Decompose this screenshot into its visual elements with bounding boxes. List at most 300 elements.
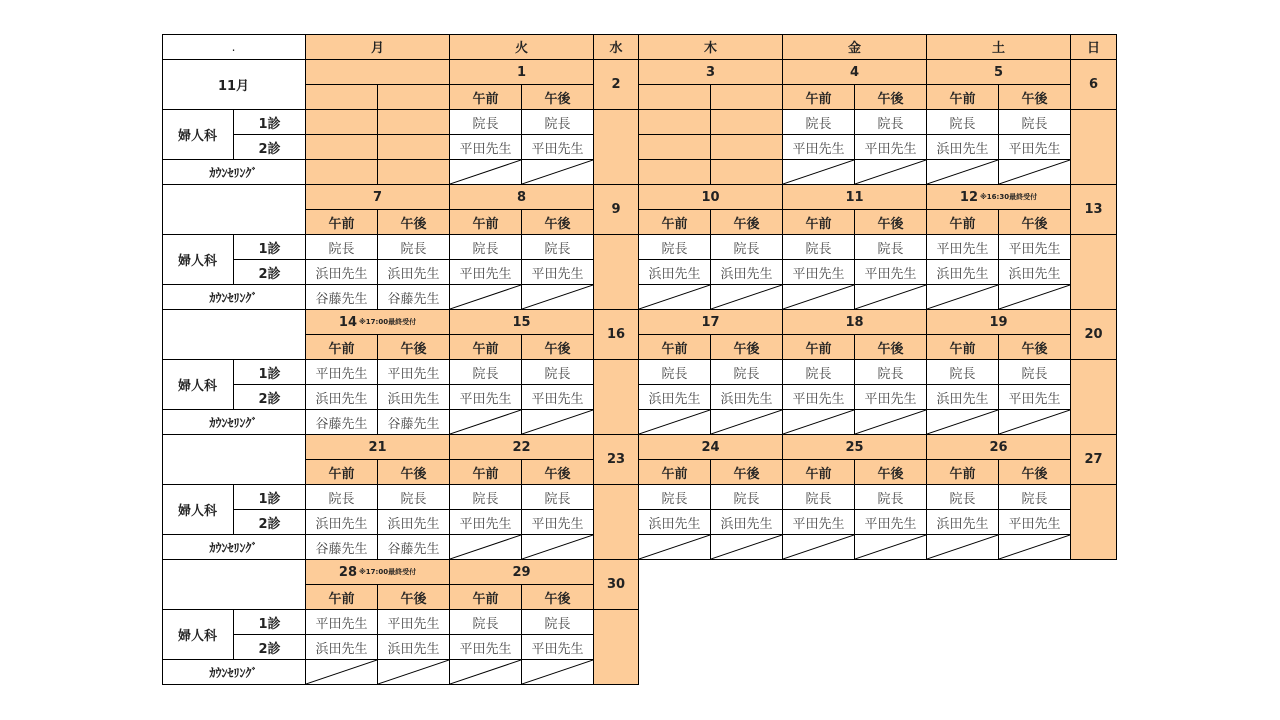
pm-header: 午後 — [855, 460, 927, 485]
day-header-tue: 火 — [450, 34, 594, 60]
counseling-am-cell: 谷藤先生 — [306, 535, 378, 560]
first-clinic-am-cell: 院長 — [450, 485, 522, 510]
wed-closed-cell — [594, 610, 639, 685]
counseling-am-cell — [927, 160, 999, 185]
date-number: 14 — [338, 314, 357, 330]
date-number: 3 — [705, 64, 716, 80]
second-clinic-pm-cell: 浜田先生 — [378, 635, 450, 660]
week-label-blank — [162, 560, 306, 610]
second-clinic-pm-cell: 浜田先生 — [711, 510, 783, 535]
date-cell-fri — [783, 60, 927, 85]
am-header: 午前 — [927, 210, 999, 235]
counseling-am-cell — [639, 535, 711, 560]
counseling-am-cell — [450, 660, 522, 685]
diagonal-slash-icon — [450, 160, 521, 184]
counseling-am-cell — [306, 160, 378, 185]
diagonal-slash-icon — [999, 285, 1070, 309]
first-clinic-am-cell: 院長 — [450, 360, 522, 385]
second-clinic-am-cell: 浜田先生 — [927, 510, 999, 535]
monthly-schedule-table — [162, 34, 1117, 685]
date-cell-sat — [927, 435, 1071, 460]
diagonal-slash-icon — [711, 410, 782, 434]
diagonal-slash-icon — [855, 410, 926, 434]
date-cell-sat — [927, 310, 1071, 335]
counseling-pm-cell — [522, 660, 594, 685]
counseling-am-cell: 谷藤先生 — [306, 410, 378, 435]
first-clinic-label: 1診 — [234, 360, 306, 385]
am-header: 午前 — [450, 335, 522, 360]
counseling-pm-cell — [711, 160, 783, 185]
second-clinic-pm-cell: 浜田先生 — [378, 260, 450, 285]
counseling-pm-cell: 谷藤先生 — [378, 410, 450, 435]
date-number: 29 — [512, 564, 531, 580]
first-clinic-am-cell: 院長 — [927, 110, 999, 135]
diagonal-slash-icon — [999, 160, 1070, 184]
first-clinic-am-cell: 院長 — [450, 235, 522, 260]
second-clinic-am-cell: 平田先生 — [450, 510, 522, 535]
wed-closed-cell — [594, 235, 639, 310]
wed-closed-cell — [594, 360, 639, 435]
second-clinic-pm-cell: 浜田先生 — [378, 385, 450, 410]
date-cell-fri — [783, 310, 927, 335]
date-number: 11 — [845, 189, 864, 205]
pm-header: 午後 — [999, 335, 1071, 360]
date-number: 8 — [516, 189, 527, 205]
pm-header: 午後 — [999, 85, 1071, 110]
first-clinic-pm-cell — [711, 110, 783, 135]
first-clinic-pm-cell: 院長 — [999, 485, 1071, 510]
first-clinic-am-cell: 院長 — [783, 360, 855, 385]
counseling-label: ｶｳﾝｾﾘﾝｸﾞ — [162, 535, 306, 560]
second-clinic-am-cell: 浜田先生 — [927, 135, 999, 160]
counseling-pm-cell — [522, 535, 594, 560]
sun-date-cell: 27 — [1071, 435, 1117, 485]
sun-closed-cell — [1071, 360, 1117, 435]
first-clinic-pm-cell: 院長 — [999, 360, 1071, 385]
counseling-pm-cell — [711, 410, 783, 435]
sun-date-cell: 20 — [1071, 310, 1117, 360]
first-clinic-pm-cell: 院長 — [999, 110, 1071, 135]
last-reception-note: ※16:30最終受付 — [980, 193, 1038, 201]
date-cell-fri — [783, 185, 927, 210]
last-reception-note: ※17:00最終受付 — [359, 568, 417, 576]
second-clinic-am-cell: 平田先生 — [450, 135, 522, 160]
date-cell-thu — [639, 185, 783, 210]
diagonal-slash-icon — [522, 660, 593, 684]
diagonal-slash-icon — [999, 535, 1070, 559]
second-clinic-pm-cell — [711, 135, 783, 160]
first-clinic-pm-cell: 院長 — [522, 485, 594, 510]
first-clinic-pm-cell: 院長 — [711, 485, 783, 510]
counseling-am-cell — [927, 535, 999, 560]
first-clinic-am-cell: 平田先生 — [927, 235, 999, 260]
wed-date-cell: 30 — [594, 560, 639, 610]
counseling-pm-cell — [999, 285, 1071, 310]
am-header: 午前 — [783, 210, 855, 235]
am-header: 午前 — [783, 85, 855, 110]
counseling-am-cell — [639, 160, 711, 185]
date-number: 10 — [701, 189, 720, 205]
am-header: 午前 — [450, 85, 522, 110]
am-header: 午前 — [783, 335, 855, 360]
pm-header: 午後 — [711, 210, 783, 235]
date-number: 15 — [512, 314, 531, 330]
diagonal-slash-icon — [639, 285, 710, 309]
first-clinic-label: 1診 — [234, 110, 306, 135]
first-clinic-pm-cell: 院長 — [522, 360, 594, 385]
second-clinic-am-cell: 浜田先生 — [639, 260, 711, 285]
diagonal-slash-icon — [927, 410, 998, 434]
second-clinic-pm-cell — [378, 135, 450, 160]
dept-label: 婦人科 — [162, 235, 234, 285]
day-header-fri: 金 — [783, 34, 927, 60]
diagonal-slash-icon — [522, 410, 593, 434]
second-clinic-am-cell: 平田先生 — [450, 260, 522, 285]
counseling-label: ｶｳﾝｾﾘﾝｸﾞ — [162, 660, 306, 685]
diagonal-slash-icon — [639, 535, 710, 559]
pm-header: 午後 — [711, 335, 783, 360]
am-header: 午前 — [450, 460, 522, 485]
first-clinic-pm-cell: 院長 — [522, 110, 594, 135]
pm-header: 午後 — [522, 585, 594, 610]
counseling-pm-cell — [855, 410, 927, 435]
diagonal-slash-icon — [450, 285, 521, 309]
counseling-pm-cell — [855, 535, 927, 560]
second-clinic-pm-cell: 平田先生 — [522, 135, 594, 160]
first-clinic-am-cell: 院長 — [306, 235, 378, 260]
wed-closed-cell — [594, 110, 639, 185]
date-number: 24 — [701, 439, 720, 455]
month-label: 11月 — [162, 60, 306, 110]
pm-header: 午後 — [855, 210, 927, 235]
date-cell-mon — [306, 435, 450, 460]
date-cell-tue — [450, 310, 594, 335]
date-cell-sat — [927, 60, 1071, 85]
first-clinic-am-cell: 院長 — [450, 610, 522, 635]
sun-closed-cell — [1071, 235, 1117, 310]
diagonal-slash-icon — [522, 535, 593, 559]
counseling-pm-cell — [711, 285, 783, 310]
first-clinic-label: 1診 — [234, 235, 306, 260]
second-clinic-am-cell: 平田先生 — [450, 385, 522, 410]
second-clinic-am-cell: 浜田先生 — [639, 510, 711, 535]
dept-label: 婦人科 — [162, 110, 234, 160]
second-clinic-label: 2診 — [234, 510, 306, 535]
diagonal-slash-icon — [450, 410, 521, 434]
diagonal-slash-icon — [855, 535, 926, 559]
diagonal-slash-icon — [783, 285, 854, 309]
counseling-pm-cell — [378, 160, 450, 185]
am-header: 午前 — [639, 460, 711, 485]
date-cell-thu — [639, 60, 783, 85]
date-cell-mon — [306, 60, 450, 85]
second-clinic-pm-cell: 平田先生 — [522, 260, 594, 285]
am-header: 午前 — [639, 210, 711, 235]
date-cell-tue — [450, 435, 594, 460]
date-cell-tue — [450, 60, 594, 85]
first-clinic-label: 1診 — [234, 485, 306, 510]
first-clinic-am-cell: 院長 — [783, 485, 855, 510]
first-clinic-am-cell: 院長 — [639, 235, 711, 260]
first-clinic-am-cell: 院長 — [927, 360, 999, 385]
am-header: 午前 — [450, 210, 522, 235]
day-header-sun: 日 — [1071, 34, 1117, 60]
ampm-blank — [639, 85, 711, 110]
day-header-thu: 木 — [639, 34, 783, 60]
date-cell-mon — [306, 560, 450, 585]
pm-header: 午後 — [378, 460, 450, 485]
am-header: 午前 — [306, 460, 378, 485]
counseling-am-cell — [450, 160, 522, 185]
date-number: 17 — [701, 314, 720, 330]
counseling-am-cell — [783, 160, 855, 185]
second-clinic-pm-cell: 平田先生 — [855, 260, 927, 285]
pm-header: 午後 — [522, 335, 594, 360]
am-header: 午前 — [306, 585, 378, 610]
dept-label: 婦人科 — [162, 360, 234, 410]
diagonal-slash-icon — [927, 535, 998, 559]
first-clinic-pm-cell: 院長 — [855, 110, 927, 135]
first-clinic-pm-cell: 院長 — [711, 235, 783, 260]
first-clinic-pm-cell: 平田先生 — [999, 235, 1071, 260]
counseling-am-cell — [450, 285, 522, 310]
date-number: 7 — [372, 189, 383, 205]
date-number: 28 — [338, 564, 357, 580]
sun-closed-cell — [1071, 485, 1117, 560]
counseling-pm-cell — [999, 160, 1071, 185]
second-clinic-am-cell: 浜田先生 — [639, 385, 711, 410]
pm-header: 午後 — [855, 85, 927, 110]
second-clinic-pm-cell: 平田先生 — [999, 510, 1071, 535]
date-number: 26 — [989, 439, 1008, 455]
pm-header: 午後 — [378, 335, 450, 360]
counseling-label: ｶｳﾝｾﾘﾝｸﾞ — [162, 160, 306, 185]
am-header: 午前 — [927, 85, 999, 110]
counseling-am-cell — [639, 285, 711, 310]
am-header: 午前 — [927, 460, 999, 485]
counseling-pm-cell — [378, 660, 450, 685]
first-clinic-pm-cell: 院長 — [855, 485, 927, 510]
second-clinic-pm-cell: 浜田先生 — [711, 385, 783, 410]
date-number: 25 — [845, 439, 864, 455]
second-clinic-am-cell: 浜田先生 — [927, 385, 999, 410]
date-number: 4 — [849, 64, 860, 80]
day-header-sat: 土 — [927, 34, 1071, 60]
ampm-blank — [378, 85, 450, 110]
ampm-blank — [711, 85, 783, 110]
first-clinic-am-cell: 院長 — [927, 485, 999, 510]
counseling-am-cell — [450, 535, 522, 560]
diagonal-slash-icon — [855, 285, 926, 309]
date-number: 18 — [845, 314, 864, 330]
pm-header: 午後 — [999, 210, 1071, 235]
counseling-pm-cell — [999, 410, 1071, 435]
counseling-pm-cell — [711, 535, 783, 560]
wed-closed-cell — [594, 485, 639, 560]
counseling-pm-cell: 谷藤先生 — [378, 285, 450, 310]
wed-date-cell: 9 — [594, 185, 639, 235]
date-cell-mon — [306, 185, 450, 210]
second-clinic-pm-cell: 平田先生 — [522, 510, 594, 535]
second-clinic-pm-cell: 平田先生 — [999, 385, 1071, 410]
second-clinic-pm-cell: 平田先生 — [522, 385, 594, 410]
counseling-pm-cell — [522, 285, 594, 310]
wed-date-cell: 23 — [594, 435, 639, 485]
date-number: 1 — [516, 64, 527, 80]
counseling-am-cell — [783, 535, 855, 560]
date-cell-fri — [783, 435, 927, 460]
diagonal-slash-icon — [711, 285, 782, 309]
diagonal-slash-icon — [711, 535, 782, 559]
second-clinic-am-cell: 平田先生 — [783, 260, 855, 285]
counseling-am-cell: 谷藤先生 — [306, 285, 378, 310]
second-clinic-label: 2診 — [234, 385, 306, 410]
dept-label: 婦人科 — [162, 610, 234, 660]
second-clinic-label: 2診 — [234, 135, 306, 160]
date-number: 22 — [512, 439, 531, 455]
first-clinic-am-cell: 院長 — [783, 235, 855, 260]
second-clinic-am-cell: 平田先生 — [450, 635, 522, 660]
diagonal-slash-icon — [783, 410, 854, 434]
sun-closed-cell — [1071, 110, 1117, 185]
second-clinic-pm-cell: 浜田先生 — [378, 510, 450, 535]
am-header: 午前 — [306, 210, 378, 235]
pm-header: 午後 — [522, 210, 594, 235]
first-clinic-am-cell: 院長 — [450, 110, 522, 135]
counseling-am-cell — [639, 410, 711, 435]
am-header: 午前 — [639, 335, 711, 360]
am-header: 午前 — [783, 460, 855, 485]
first-clinic-pm-cell: 院長 — [855, 360, 927, 385]
am-header: 午前 — [306, 335, 378, 360]
counseling-pm-cell — [855, 160, 927, 185]
pm-header: 午後 — [378, 210, 450, 235]
wed-date-cell: 16 — [594, 310, 639, 360]
week-label-blank — [162, 310, 306, 360]
pm-header: 午後 — [999, 460, 1071, 485]
diagonal-slash-icon — [450, 535, 521, 559]
first-clinic-am-cell: 院長 — [783, 110, 855, 135]
second-clinic-pm-cell: 平田先生 — [522, 635, 594, 660]
counseling-label: ｶｳﾝｾﾘﾝｸﾞ — [162, 410, 306, 435]
first-clinic-am-cell: 院長 — [639, 360, 711, 385]
diagonal-slash-icon — [783, 535, 854, 559]
first-clinic-am-cell: 平田先生 — [306, 610, 378, 635]
diagonal-slash-icon — [999, 410, 1070, 434]
second-clinic-am-cell: 浜田先生 — [306, 510, 378, 535]
date-cell-tue — [450, 185, 594, 210]
second-clinic-am-cell: 平田先生 — [783, 510, 855, 535]
wed-date-cell: 2 — [594, 60, 639, 110]
second-clinic-am-cell: 平田先生 — [783, 385, 855, 410]
diagonal-slash-icon — [306, 660, 377, 684]
pm-header: 午後 — [522, 460, 594, 485]
second-clinic-pm-cell: 浜田先生 — [711, 260, 783, 285]
date-cell-mon — [306, 310, 450, 335]
first-clinic-am-cell — [639, 110, 711, 135]
counseling-pm-cell — [522, 160, 594, 185]
counseling-pm-cell — [522, 410, 594, 435]
diagonal-slash-icon — [927, 160, 998, 184]
counseling-pm-cell: 谷藤先生 — [378, 535, 450, 560]
first-clinic-pm-cell: 平田先生 — [378, 610, 450, 635]
first-clinic-pm-cell — [378, 110, 450, 135]
date-number: 19 — [989, 314, 1008, 330]
day-header-mon: 月 — [306, 34, 450, 60]
date-number: 5 — [993, 64, 1004, 80]
pm-header: 午後 — [522, 85, 594, 110]
second-clinic-pm-cell: 浜田先生 — [999, 260, 1071, 285]
date-number: 21 — [368, 439, 387, 455]
second-clinic-pm-cell: 平田先生 — [855, 135, 927, 160]
diagonal-slash-icon — [927, 285, 998, 309]
date-number: 12 — [959, 189, 978, 205]
second-clinic-pm-cell: 平田先生 — [999, 135, 1071, 160]
dept-label: 婦人科 — [162, 485, 234, 535]
counseling-am-cell — [783, 285, 855, 310]
first-clinic-am-cell — [306, 110, 378, 135]
first-clinic-am-cell: 院長 — [306, 485, 378, 510]
first-clinic-pm-cell: 院長 — [855, 235, 927, 260]
second-clinic-am-cell — [639, 135, 711, 160]
first-clinic-label: 1診 — [234, 610, 306, 635]
date-cell-sat — [927, 185, 1071, 210]
first-clinic-pm-cell: 院長 — [378, 235, 450, 260]
date-cell-thu — [639, 435, 783, 460]
sun-date-cell: 6 — [1071, 60, 1117, 110]
counseling-pm-cell — [999, 535, 1071, 560]
counseling-label: ｶｳﾝｾﾘﾝｸﾞ — [162, 285, 306, 310]
second-clinic-am-cell: 浜田先生 — [306, 260, 378, 285]
first-clinic-pm-cell: 院長 — [711, 360, 783, 385]
first-clinic-pm-cell: 院長 — [378, 485, 450, 510]
pm-header: 午後 — [855, 335, 927, 360]
second-clinic-label: 2診 — [234, 635, 306, 660]
am-header: 午前 — [927, 335, 999, 360]
counseling-pm-cell — [855, 285, 927, 310]
date-cell-thu — [639, 310, 783, 335]
second-clinic-label: 2診 — [234, 260, 306, 285]
diagonal-slash-icon — [639, 410, 710, 434]
second-clinic-am-cell: 浜田先生 — [306, 635, 378, 660]
diagonal-slash-icon — [855, 160, 926, 184]
counseling-am-cell — [927, 285, 999, 310]
diagonal-slash-icon — [450, 660, 521, 684]
first-clinic-pm-cell: 院長 — [522, 235, 594, 260]
second-clinic-pm-cell: 平田先生 — [855, 510, 927, 535]
pm-header: 午後 — [711, 460, 783, 485]
am-header: 午前 — [450, 585, 522, 610]
day-header-wed: 水 — [594, 34, 639, 60]
diagonal-slash-icon — [522, 285, 593, 309]
date-cell-tue — [450, 560, 594, 585]
diagonal-slash-icon — [378, 660, 449, 684]
sun-date-cell: 13 — [1071, 185, 1117, 235]
second-clinic-am-cell: 浜田先生 — [306, 385, 378, 410]
second-clinic-pm-cell: 平田先生 — [855, 385, 927, 410]
ampm-blank — [306, 85, 378, 110]
pm-header: 午後 — [378, 585, 450, 610]
first-clinic-pm-cell: 院長 — [522, 610, 594, 635]
week-label-blank — [162, 435, 306, 485]
diagonal-slash-icon — [522, 160, 593, 184]
first-clinic-am-cell: 平田先生 — [306, 360, 378, 385]
first-clinic-am-cell: 院長 — [639, 485, 711, 510]
counseling-am-cell — [927, 410, 999, 435]
second-clinic-am-cell — [306, 135, 378, 160]
diagonal-slash-icon — [783, 160, 854, 184]
second-clinic-am-cell: 平田先生 — [783, 135, 855, 160]
